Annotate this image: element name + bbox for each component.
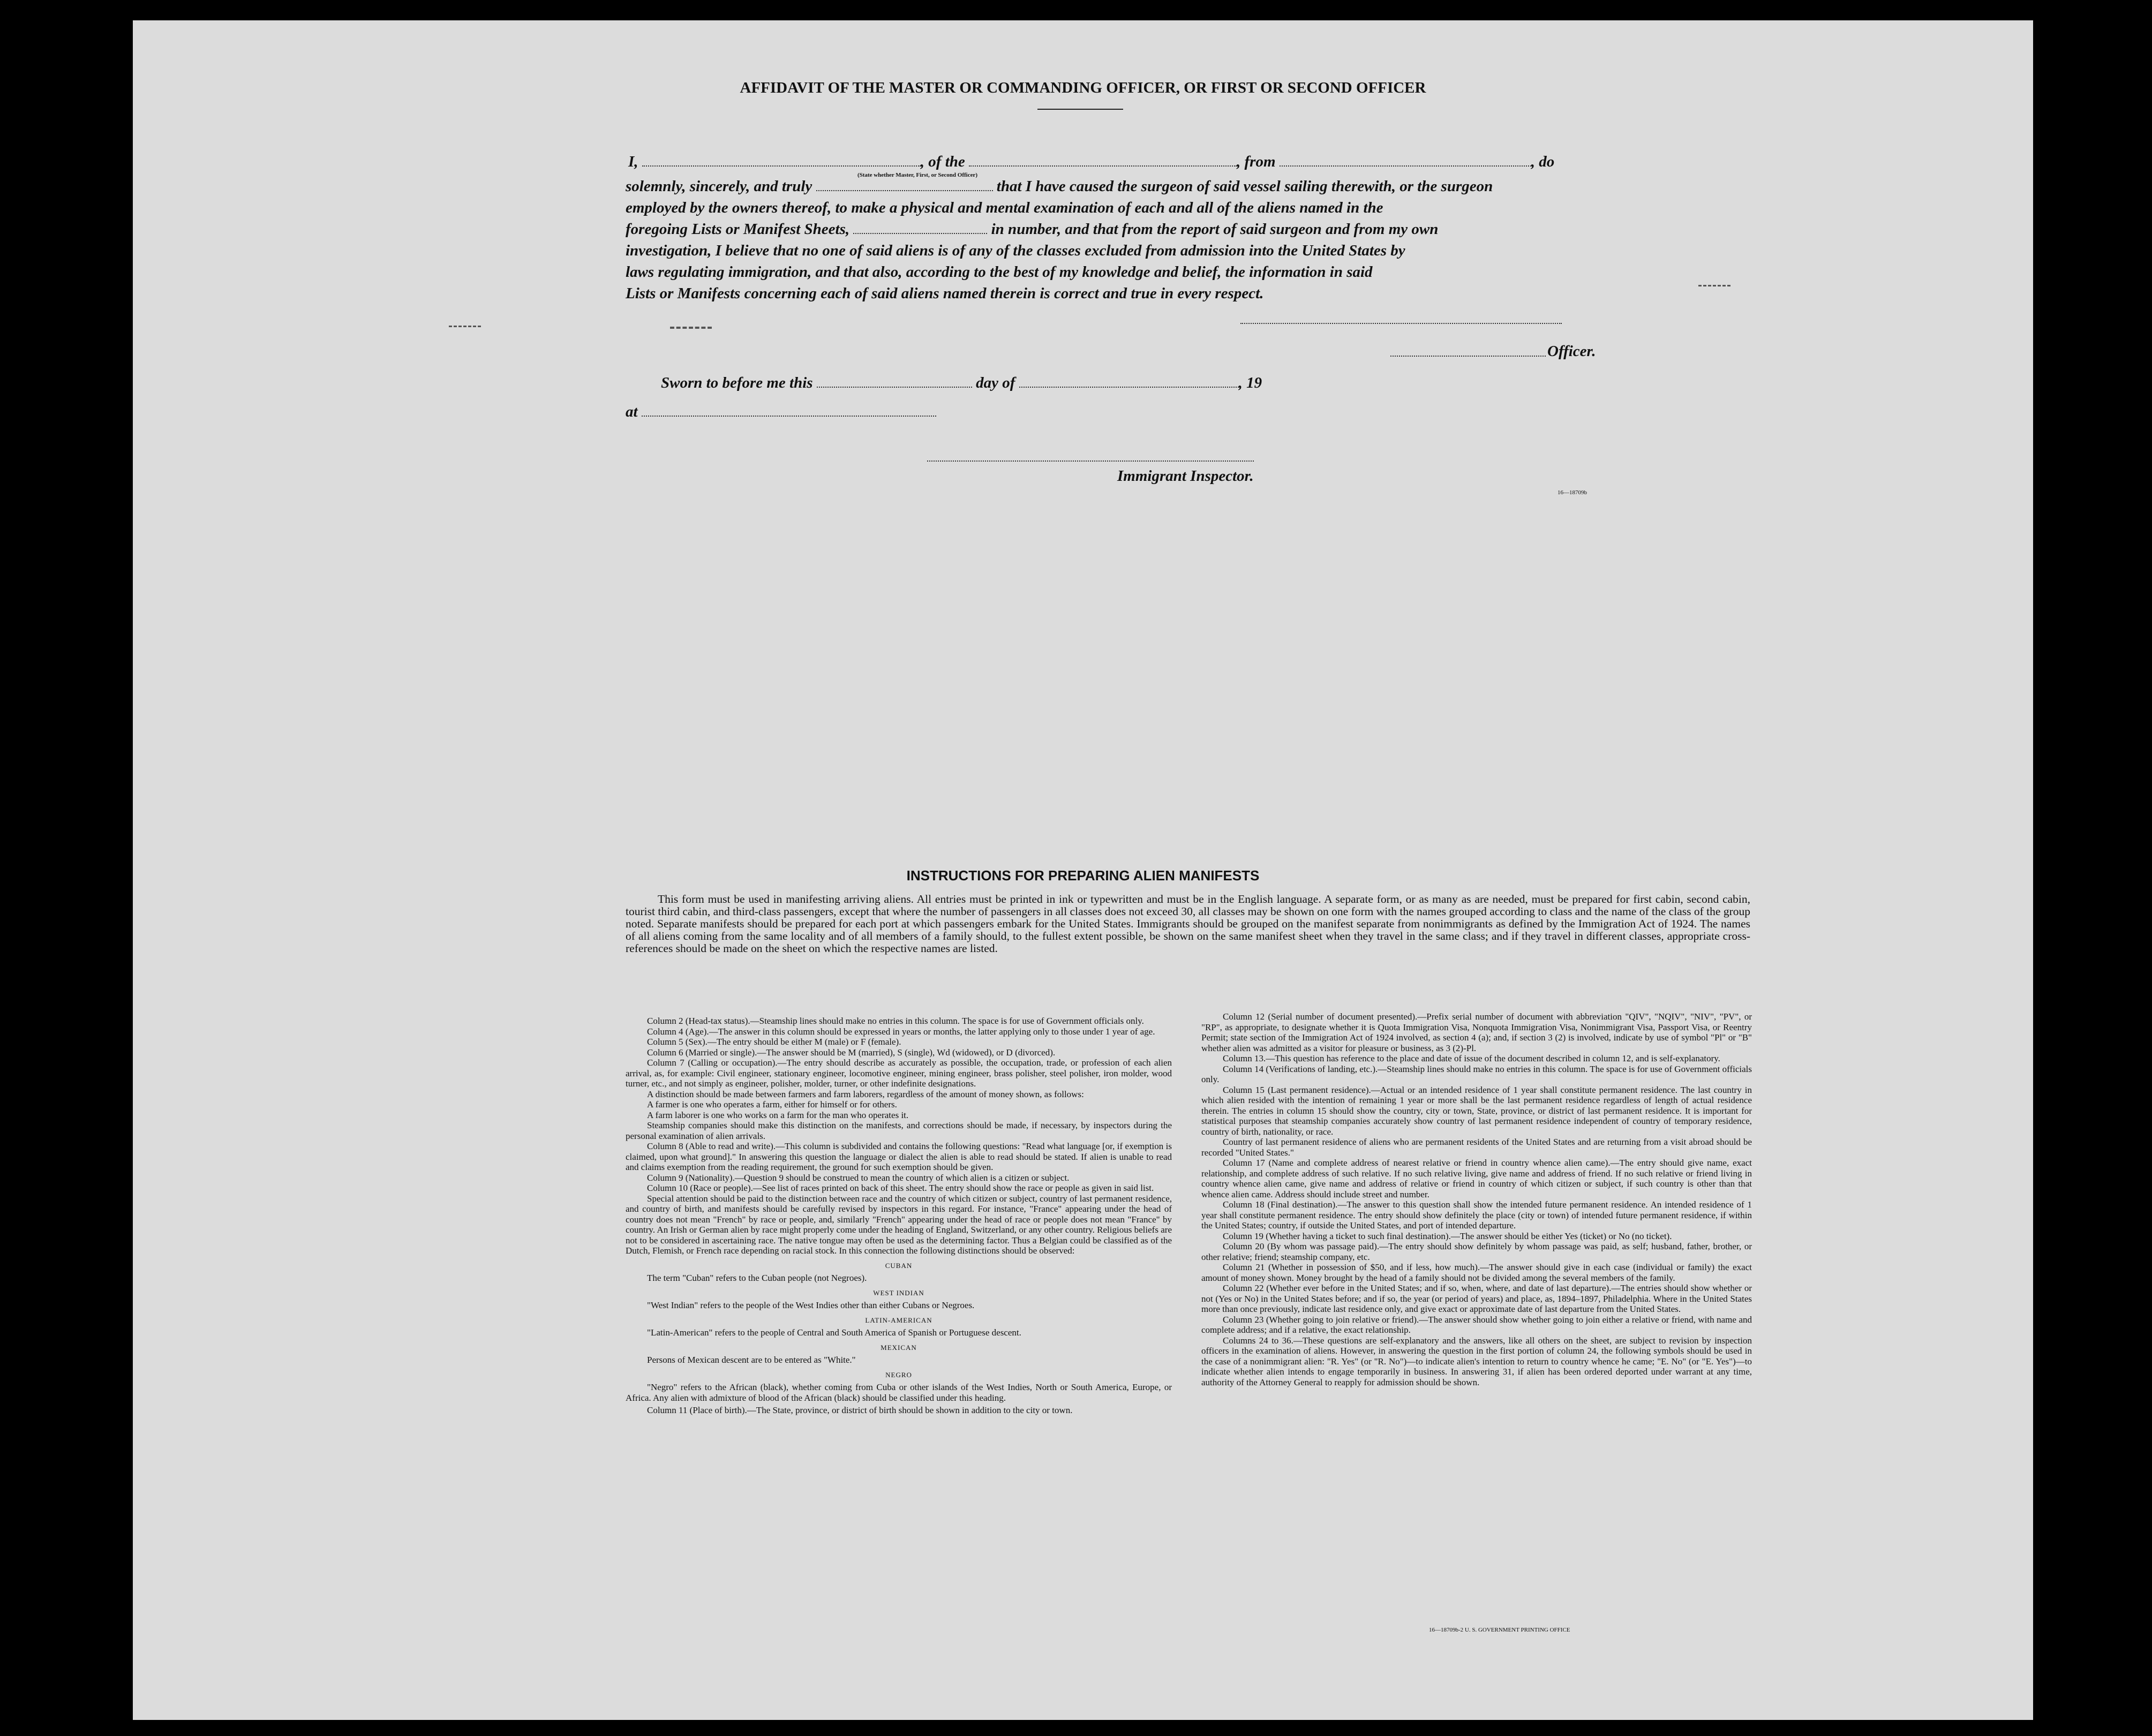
printing-footer: 16—18709b-2 U. S. GOVERNMENT PRINTING OFFICE: [1429, 1627, 1570, 1633]
instruction-paragraph: Column 10 (Race or people).—See list of races printed on back of this sheet. The entry should show the race or people as given in said list.: [647, 1183, 1154, 1193]
binder-hole-icon: [2065, 1484, 2102, 1518]
affidavit-text: , do: [1531, 153, 1555, 170]
name-field[interactable]: [816, 178, 993, 191]
instructions-intro: This form must be used in manifesting arriving aliens. All entries must be printed in ink or typewritten and must be in the English language. A separate form, or as many as are needed, must be prepared for first cabin, second cabin, tourist third cabin, and third-class passengers, except that where the number of passengers in all classes does not exceed 30, all classes may be shown on one form with the names grouped according to class and the name of the class of the group noted. Separate manifests should be prepared for each port at which passengers embark for the United States. Immigrants should be grouped on the manifest separate from nonimmigrants as defined by the Immigration Act of 1924. The names of all aliens coming from the same locality and of all members of a family should, to the fullest extent possible, be shown on the same manifest sheet when they travel in the same class; and if they travel in different classes, appropriate cross-references should be made on the sheet on which the respective names are listed.: [626, 893, 1750, 955]
race-definition: "Negro" refers to the African (black), whether coming from Cuba or other islands of the West Indies, North or South America, Europe, or Africa. Any alien with admixture of blood of the African (black) should be classified under this heading.: [626, 1382, 1172, 1403]
instruction-paragraph: Column 20 (By whom was passage paid).—The entry should show definitely by whom passage was paid, as self; husband, father, brother, or other relative; friend; steamship company, etc.: [1201, 1241, 1752, 1262]
inspector-label: Immigrant Inspector.: [1117, 467, 1254, 485]
sworn-text: day of: [976, 374, 1015, 391]
instruction-paragraph: A distinction should be made between farmers and farm laborers, regardless of the amount of money shown, as follows:: [647, 1089, 1084, 1099]
instruction-paragraph: A farmer is one who operates a farm, either for himself or for others.: [647, 1099, 897, 1109]
instruction-paragraph: Column 18 (Final destination).—The answer to this question shall show the intended future permanent residence. An intended residence of 1 year shall constitute permanent residence. The entry should show definitely the place (city or town) of intended future permanent residence, if within the United States; country, if outside the United States, and port of intended departure.: [1201, 1199, 1752, 1231]
affidavit-line-5: investigation, I believe that no one of said aliens is of any of the classes excluded from admission into the United States by: [626, 242, 1405, 259]
affidavit-text: that I have caused the surgeon of said vessel sailing therewith, or the surgeon: [996, 178, 1493, 195]
instruction-paragraph: Column 17 (Name and complete address of nearest relative or friend in country whence alien came).—The entry should give name, exact relationship, and complete address of such relative. If no such relative living, give name and address of friend. If no such relative or friend living in country whence alien came, give name and address of relative or friend in country of which citizen or subject, if such country is other than that whence alien came. Address should include street and number.: [1201, 1158, 1752, 1199]
affidavit-line-4: [626, 221, 1438, 238]
from-port-field[interactable]: [1280, 154, 1531, 167]
affidavit-text: I,: [628, 153, 638, 170]
race-definition: The term "Cuban" refers to the Cuban people (not Negroes).: [647, 1273, 867, 1283]
instructions-title: INSTRUCTIONS FOR PREPARING ALIEN MANIFESTS: [906, 867, 1260, 884]
form-page: [133, 20, 2033, 1720]
instruction-paragraph: Column 19 (Whether having a ticket to such final destination).—The answer should be either Yes (ticket) or No (no ticket).: [1223, 1231, 1672, 1241]
race-definition: "Latin-American" refers to the people of Central and South America of Spanish or Portuguese descent.: [647, 1327, 1021, 1338]
title-rule: [1037, 109, 1123, 110]
sworn-line: [661, 374, 1262, 392]
binder-hole-icon: [2065, 535, 2102, 568]
affidavit-text: solemnly, sincerely, and truly: [626, 178, 812, 195]
instruction-paragraph: Column 4 (Age).—The answer in this column should be expressed in years or months, the latter applying only to those under 1 year of age.: [647, 1026, 1155, 1037]
binder-hole-icon: [2065, 209, 2101, 252]
race-heading: LATIN-AMERICAN: [865, 1316, 932, 1324]
affidavit-text: , from: [1237, 153, 1276, 170]
sworn-text: , 19: [1238, 374, 1262, 391]
affidavit-line-7: Lists or Manifests concerning each of said aliens named therein is correct and true in every respect.: [626, 285, 1264, 302]
binder-hole-icon: [2065, 1162, 2102, 1195]
sworn-month-field[interactable]: [1019, 375, 1239, 388]
sworn-day-field[interactable]: [817, 375, 972, 388]
number-of-aliens-field[interactable]: [853, 221, 987, 234]
instructions-right-column: [1201, 1012, 1752, 1387]
scan-mark: [670, 327, 712, 329]
race-definition: Persons of Mexican descent are to be entered as "White.": [647, 1355, 856, 1365]
affidavit-text: , of the: [920, 153, 965, 170]
instruction-paragraph: Column 22 (Whether ever before in the United States; and if so, when, where, and date of last departure).—The entries should show whether or not (Yes or No) in the United States before; and if so, the year (or period of years) and place, as, 1894–1897, Philadelphia. Where in the United States more than once previously, indicate last residence only, and give exact or approximate date of last departure from the United States.: [1201, 1283, 1752, 1314]
at-place-field[interactable]: [642, 404, 936, 417]
race-heading: WEST INDIAN: [873, 1288, 924, 1297]
race-heading: MEXICAN: [881, 1343, 917, 1352]
binder-hole-icon: [2065, 1082, 2102, 1115]
affidavit-title: AFFIDAVIT OF THE MASTER OR COMMANDING OFFICER, OR FIRST OR SECOND OFFICER: [740, 79, 1426, 96]
instruction-paragraph: Columns 24 to 36.—These questions are self-explanatory and the answers, like all others on the sheet, are subject to revision by inspection officers in the examination of aliens. However, in answering the question in the first portion of column 24, the following symbols should be used in the case of a nonimmigrant alien: "R. Yes" (or "R. No")—to indicate alien's intention to return to country whence he came; "E. No" (or "E. Yes")—to indicate whether alien intends to engage temporarily in business. In answering 31, if alien has been ordered deported under warrant at any time, authority of the Attorney General to reapply for admission should be shown.: [1201, 1335, 1752, 1387]
instruction-paragraph: Column 7 (Calling or occupation).—The entry should describe as accurately as possible, the occupation, trade, or profession of each alien arrival, as, for example: Civil engineer, stationary engineer, locomotive engineer, mining engineer, brass polisher, steel polisher, iron molder, wood turner, etc., and not simply as engineer, polisher, molder, turner, or other indefinite designations.: [626, 1058, 1172, 1089]
instruction-paragraph: Special attention should be paid to the distinction between race and the country of which citizen or subject, country of last permanent residence, and country of birth, and manifests should be carefully revised by inspectors in this regard. For instance, "France" appearing under the head of country does not mean "French" by race or people, and, similarly "French" appearing under the head of race or people does not mean "France" by country. An Irish or German alien by race might properly come under the heading of England, Switzerland, or any other country. Religious beliefs are not to be considered in ascertaining race. The native tongue may often be used as the determining factor. Thus a Belgian could be classified as of the Dutch, Flemish, or French race depending on racial stock. In this connection the following distinctions should be observed:: [626, 1193, 1172, 1256]
instruction-paragraph: Column 14 (Verifications of landing, etc.).—Steamship lines should make no entries in this column. The space is for use of Government officials only.: [1201, 1063, 1752, 1084]
instruction-paragraph: Column 5 (Sex).—The entry should be either M (male) or F (female).: [647, 1037, 901, 1047]
affidavit-text: in number, and that from the report of said surgeon and from my own: [991, 221, 1439, 238]
affidavit-line-2: [626, 178, 1493, 195]
instructions-left-column: [626, 1016, 1172, 1416]
officer-signature-line[interactable]: [1240, 323, 1562, 324]
binder-hole-icon: [2065, 1403, 2102, 1436]
instruction-paragraph: Column 9 (Nationality).—Question 9 should be construed to mean the country of which alien is a citizen or subject.: [647, 1172, 1070, 1183]
instruction-paragraph: Column 2 (Head-tax status).—Steamship lines should make no entries in this column. The space is for use of Government officials only.: [647, 1016, 1144, 1026]
binder-hole-icon: [2065, 617, 2102, 649]
race-definition: "West Indian" refers to the people of the West Indies other than either Cubans or Negroes.: [647, 1300, 975, 1310]
affidavit-line-3: employed by the owners thereof, to make a physical and mental examination of each and all of the aliens named in the: [626, 199, 1383, 216]
form-number: 16—18709b: [1557, 489, 1587, 496]
at-label: at: [626, 403, 638, 420]
at-line: [626, 403, 936, 421]
officer-rank-field[interactable]: [642, 154, 921, 167]
instruction-paragraph: Column 11 (Place of birth).—The State, province, or district of birth should be shown in addition to the city or town.: [647, 1405, 1073, 1415]
vessel-name-field[interactable]: [969, 154, 1237, 167]
instruction-paragraph: Column 8 (Able to read and write).—This column is subdivided and contains the following questions: "Read what language [or, if exemption is claimed, upon what ground]." In answering this question the language or dialect the alien is able to read should be stated. If alien is unable to read and claims exemption from the reading requirement, the ground for such exemption should be given.: [626, 1141, 1172, 1172]
scan-mark: [449, 326, 481, 327]
instruction-paragraph: Country of last permanent residence of aliens who are permanent residents of the United States and are returning from a visit abroad should be recorded "United States.": [1201, 1137, 1752, 1158]
race-heading: NEGRO: [885, 1370, 912, 1379]
race-heading: CUBAN: [885, 1261, 913, 1270]
affidavit-line-6: laws regulating immigration, and that also, according to the best of my knowledge and belief, the information in said: [626, 263, 1373, 281]
scan-mark: [1698, 285, 1730, 286]
officer-label: Officer.: [1547, 343, 1596, 360]
officer-title-line[interactable]: [1390, 356, 1546, 357]
rank-note: (State whether Master, First, or Second Officer): [857, 172, 978, 178]
instruction-paragraph: Column 15 (Last permanent residence).—Actual or an intended residence of 1 year shall constitute permanent residence. The last country in which alien resided with the intention of remaining 1 year or more shall be the last permanent residence regardless of length of actual residence therein. The entries in column 15 should show the country, city or town, State, province, or district of last permanent residence. It is important for statistical purposes that steamship companies accurately show country of last permanent residence independent of country of temporary residence, country of birth, nationality, or race.: [1201, 1084, 1752, 1137]
instruction-paragraph: A farm laborer is one who works on a farm for the man who operates it.: [647, 1109, 909, 1120]
instruction-paragraph: Column 12 (Serial number of document presented).—Prefix serial number of document with abbreviation "QIV", "NQIV", "NIV", "PV", or "RP", as appropriate, to designate whether it is Quota Immigration Visa, Nonquota Immigration Visa, Nonimmigrant Visa, Passport Visa, or Reentry Permit; state section of the Immigration Act of 1924 involved, as section 4 (a); and, if section 3 (2) is involved, indicate by use of symbol "Pl" or "B" whether alien was admitted as a visitor for pleasure or business, as 3 (2)-Pl.: [1201, 1012, 1752, 1053]
instruction-paragraph: Column 6 (Married or single).—The answer should be M (married), S (single), Wd (widowed), or D (divorced).: [647, 1047, 1056, 1058]
instruction-paragraph: Column 23 (Whether going to join relative or friend).—The answer should show whether going to join either a relative or friend, with name and complete address; and if a relative, the exact relationship.: [1201, 1314, 1752, 1335]
sworn-text: Sworn to before me this: [661, 374, 813, 391]
instruction-paragraph: Column 13.—This question has reference to the place and date of issue of the document described in column 12, and is self-explanatory.: [1223, 1053, 1720, 1063]
instruction-paragraph: Column 21 (Whether in possession of $50, and if less, how much).—The answer should give in each case (individual or family) the exact amount of money shown. Money brought by the head of a family should not be divided among the several members of the family.: [1201, 1262, 1752, 1283]
binder-hole-icon: [2065, 281, 2101, 324]
affidavit-text: foregoing Lists or Manifest Sheets,: [626, 221, 850, 238]
inspector-signature-line[interactable]: [927, 461, 1254, 462]
instruction-paragraph: Steamship companies should make this distinction on the manifests, and corrections should be made, if necessary, by inspectors during the personal examination of alien arrivals.: [626, 1120, 1172, 1141]
affidavit-line-1: [628, 153, 1554, 171]
